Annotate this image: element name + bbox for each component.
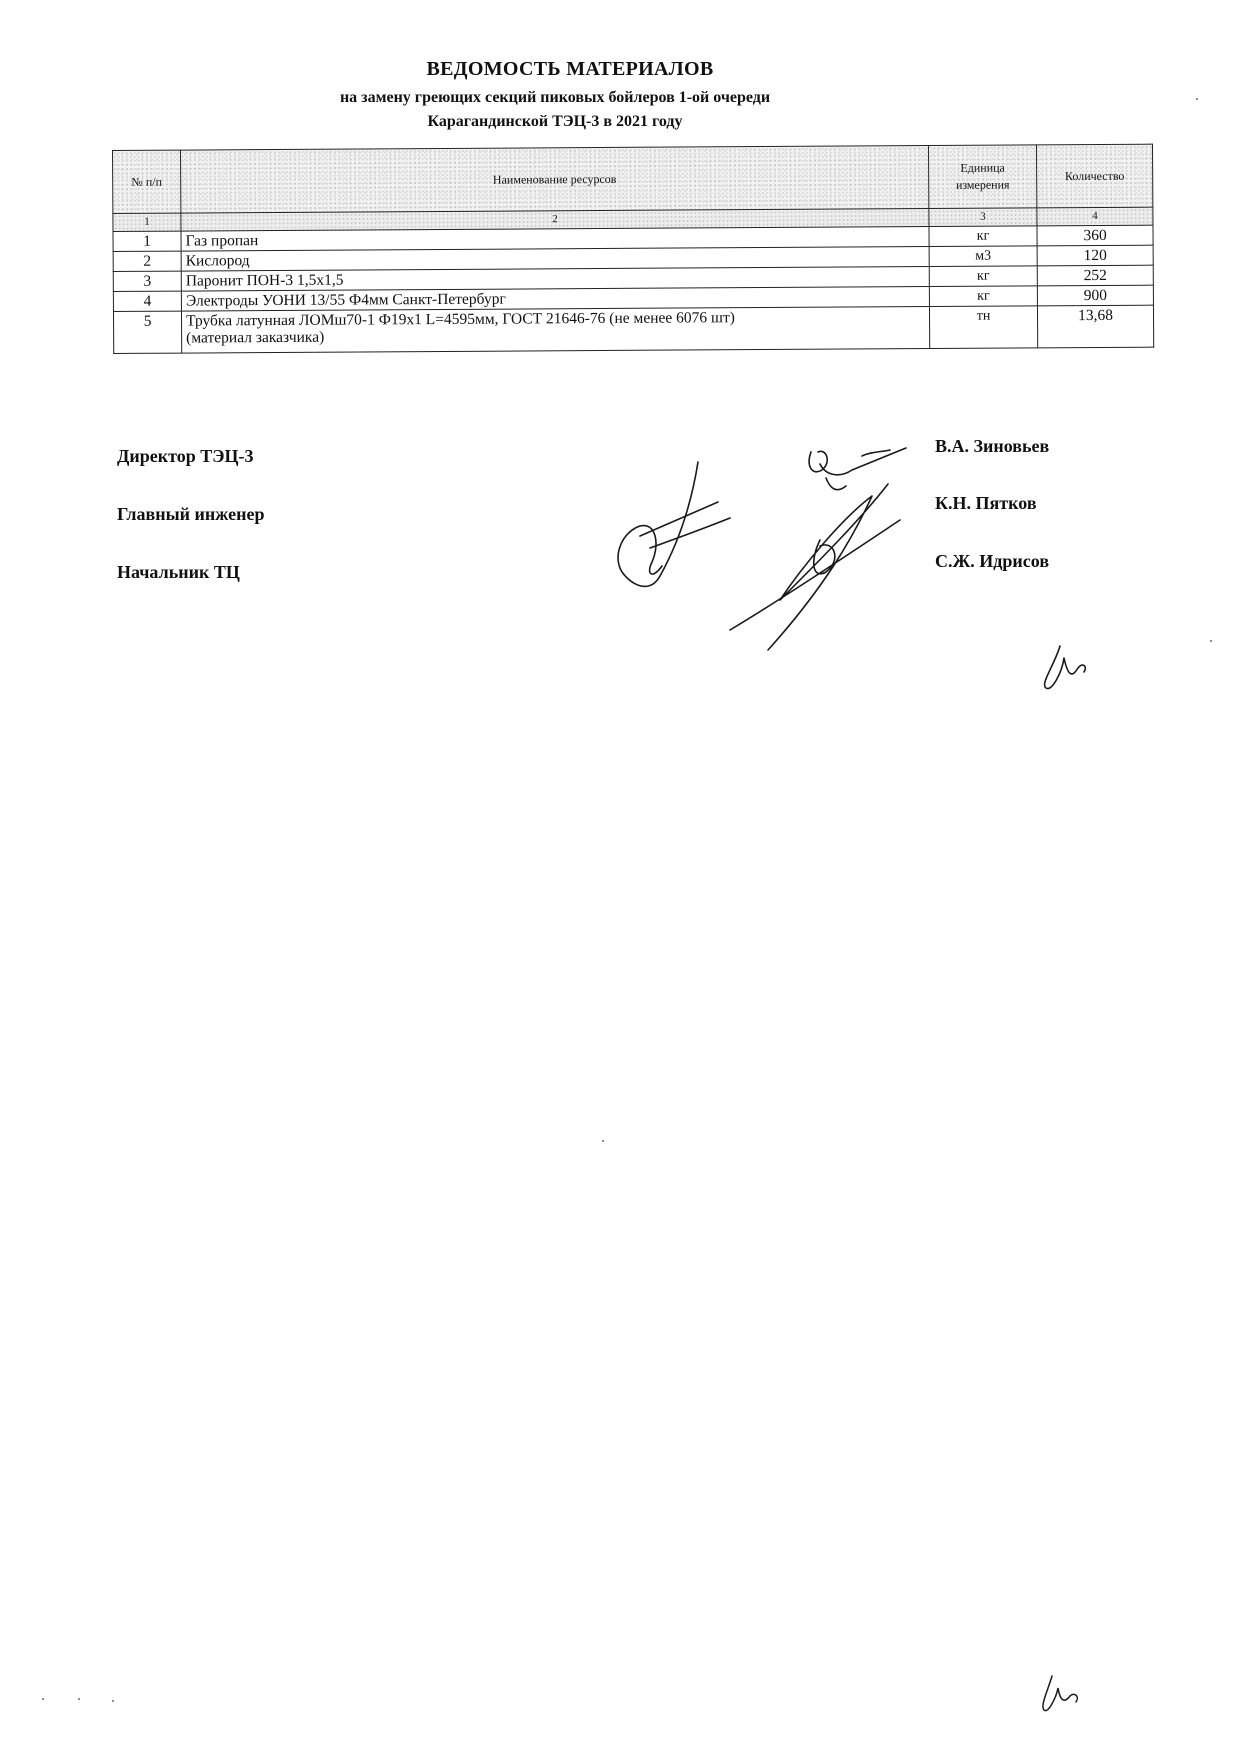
document-title: ВЕДОМОСТЬ МАТЕРИАЛОВ [426, 58, 714, 80]
header-unit: Единица измерения [928, 145, 1036, 209]
signature-chief-engineer [618, 462, 730, 586]
signatory-name-head-tc: С.Ж. Идрисов [935, 551, 1050, 571]
resource-quantity: 900 [1037, 285, 1153, 306]
resource-name: Газ пропан [181, 227, 929, 252]
row-number: 2 [113, 251, 181, 271]
handwritten-signatures [0, 0, 1240, 700]
column-index: 4 [1037, 207, 1153, 226]
scan-speck [1196, 98, 1198, 100]
resource-name: Электроды УОНИ 13/55 Ф4мм Санкт-Петербург [181, 287, 929, 312]
column-index: 3 [929, 208, 1037, 227]
page-initials-mark [1030, 1670, 1090, 1720]
scan-speck [112, 1700, 114, 1702]
page-initials-mark [1045, 646, 1086, 689]
resource-unit: кг [929, 226, 1037, 247]
column-index: 2 [181, 209, 929, 232]
resource-unit: кг [929, 286, 1037, 307]
header-num: № п/п [113, 150, 181, 213]
resource-unit: м3 [929, 246, 1037, 267]
resource-unit: тн [929, 306, 1037, 349]
row-number: 1 [113, 231, 181, 251]
scan-speck [1210, 640, 1212, 642]
signatory-role-head-tc: Начальник ТЦ [117, 562, 240, 582]
signatory-name-chief-engineer: К.Н. Пятков [935, 493, 1037, 513]
resource-unit: кг [929, 266, 1037, 287]
resource-quantity: 120 [1037, 245, 1153, 266]
scan-speck [602, 1140, 604, 1142]
scan-speck [42, 1698, 44, 1700]
signature-director [809, 448, 906, 475]
document-subtitle-location: Карагандинской ТЭЦ-3 в 2021 году [427, 113, 683, 130]
scan-speck [78, 1698, 80, 1700]
header-qty: Количество [1036, 144, 1152, 208]
signatory-name-director: В.А. Зиновьев [935, 436, 1050, 456]
resource-quantity: 13,68 [1037, 305, 1153, 348]
signatory-role-director: Директор ТЭЦ-3 [117, 446, 254, 466]
row-number: 5 [113, 311, 181, 353]
resource-name: Кислород [181, 247, 929, 272]
resource-quantity: 360 [1037, 225, 1153, 246]
row-number: 3 [113, 271, 181, 291]
resource-name-note: (материал заказчика) [186, 328, 325, 347]
signatory-role-chief-engineer: Главный инженер [117, 504, 265, 524]
signatures-block [0, 0, 1240, 700]
row-number: 4 [113, 291, 181, 311]
document-subtitle: на замену греющих секций пиковых бойлеров 1-ой очереди [339, 89, 771, 106]
column-index: 1 [113, 213, 181, 231]
resource-name: Паронит ПОН-3 1,5х1,5 [181, 267, 929, 292]
resource-name: Трубка латунная ЛОМш70-1 Ф19х1 L=4595мм, ГОСТ 21646-76 (не менее 6076 шт) [185, 309, 735, 330]
header-name: Наименование ресурсов [181, 146, 929, 214]
signature-head-tc [730, 484, 900, 650]
resource-quantity: 252 [1037, 265, 1153, 286]
